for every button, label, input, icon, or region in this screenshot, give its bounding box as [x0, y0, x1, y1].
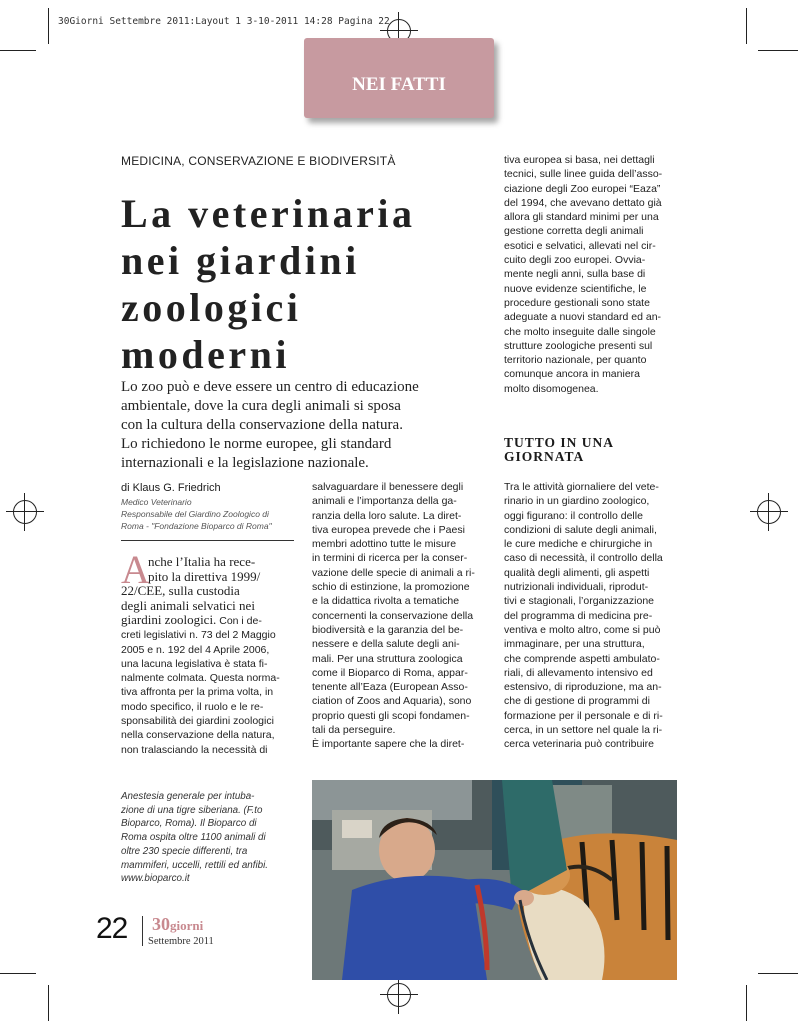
- text-line: una lacuna legislativa è stata fi-: [121, 657, 268, 670]
- text-line: pito la direttiva 1999/: [148, 568, 261, 584]
- crop-mark: [0, 50, 36, 51]
- article-title: [121, 190, 491, 378]
- column-1-body: [121, 584, 296, 757]
- caption-line: oltre 230 specie differenti, tra: [121, 845, 248, 857]
- text-line: qualità degli alimenti, gli aspetti: [504, 566, 650, 579]
- text-line: condizioni di salute degli animali,: [504, 523, 657, 536]
- caption-line: www.bioparco.it: [121, 873, 190, 885]
- text-line: degli animali selvatici nei: [121, 597, 255, 613]
- title-line: moderni: [121, 332, 290, 377]
- text-line: membri adottino tutte le misure: [312, 538, 457, 551]
- byline-divider: [121, 540, 294, 541]
- text-line: nessere e della salute degli ani-: [312, 638, 460, 651]
- subheading: [504, 436, 614, 464]
- registration-mark: [757, 500, 781, 524]
- text-line: tiva affronta per la prima volta, in: [121, 686, 274, 699]
- crop-mark: [746, 8, 747, 44]
- column-1-opening: [148, 555, 294, 584]
- text-line: riali, di allevamento intensivo ed: [504, 666, 653, 679]
- text-line: ranzia della loro salute. La diret-: [312, 509, 462, 522]
- title-line: La veterinaria: [121, 191, 416, 236]
- text-line: tenente all’Eaza (European Asso-: [312, 681, 468, 694]
- kicker: MEDICINA, CONSERVAZIONE E BIODIVERSITÀ: [121, 154, 396, 168]
- text-line: caso di necessità, il controllo della: [504, 552, 663, 565]
- lead-line: Lo zoo può e deve essere un centro di educazione: [121, 379, 419, 395]
- text-line: che molto inseguite dalle singole: [504, 325, 656, 338]
- print-slug: 30Giorni Settembre 2011:Layout 1 3-10-2011 14:28 Pagina 22: [58, 16, 390, 27]
- text-line: molto disomogenea.: [504, 382, 599, 395]
- text-line: concernenti la conservazione della: [312, 609, 474, 622]
- text-line: schio di estinzione, la promozione: [312, 581, 470, 594]
- lead-line: ambientale, dove la cura degli animali si sposa: [121, 398, 401, 414]
- text-line: sponsabilità dei giardini zoologici: [121, 715, 274, 728]
- crop-mark: [0, 973, 36, 974]
- text-line: 2005 e n. 192 del 4 Aprile 2006,: [121, 643, 270, 656]
- text-line: nche l’Italia ha rece-: [148, 554, 256, 569]
- text-line: È importante sapere che la diret-: [312, 738, 465, 751]
- page-number: 22: [96, 912, 128, 945]
- footer-divider: [142, 916, 143, 946]
- text-line: ciazione degli Zoo europei “Eaza”: [504, 182, 661, 195]
- text-line: allora gli standard minimi per una: [504, 211, 659, 224]
- text-line: tiva europea prevede che i Paesi: [312, 523, 465, 536]
- caption-line: Anestesia generale per intuba-: [121, 791, 255, 802]
- text-line: modo specifico, il ruolo e le re-: [121, 700, 264, 713]
- magazine-word: giorni: [170, 918, 204, 933]
- role-line: Responsabile del Giardino Zoologico di: [121, 509, 269, 519]
- text-line: che di gestione di programmi di: [504, 695, 650, 708]
- section-tab: [304, 38, 494, 118]
- text-line: immaginare, per una struttura,: [504, 638, 645, 651]
- lead-line: con la cultura della conservazione della natura.: [121, 417, 403, 433]
- text-line: tali da perseguire.: [312, 724, 396, 737]
- text-line: territorio nazionale, per quanto: [504, 354, 647, 367]
- text-line: comunque ancora in maniera: [504, 368, 640, 381]
- text-line: oggi figurano: il controllo delle: [504, 509, 643, 522]
- text-line: biodiversità e la garanzia del be-: [312, 623, 464, 636]
- text-line: e la didattica rivolta a tematiche: [312, 595, 460, 608]
- drop-cap: A: [121, 547, 150, 592]
- lead-line: internazionali e la legislazione nazionale.: [121, 455, 369, 471]
- role-line: Roma - "Fondazione Bioparco di Roma": [121, 521, 272, 531]
- caption-line: mammiferi, uccelli, rettili ed anfibi.: [121, 859, 268, 871]
- caption-line: zione di una tigre siberiana. (F.to: [121, 804, 263, 816]
- text-line: cerca veterinaria può contribuire: [504, 738, 654, 751]
- text-line: del programma di medicina pre-: [504, 609, 653, 622]
- text-line: procedure gestionali sono state: [504, 296, 650, 309]
- text-line: 22/CEE, sulla custodia: [121, 583, 240, 598]
- crop-mark: [48, 8, 49, 44]
- text-line: salvaguardare il benessere degli: [312, 481, 464, 493]
- text-line: del 1994, che avevano dettato già: [504, 196, 662, 209]
- author-role: [121, 496, 301, 532]
- column-3-body-bottom: [504, 480, 682, 752]
- text-line: strutture zoologiche presenti sul: [504, 339, 653, 352]
- text-line: [121, 613, 296, 628]
- role-line: Medico Veterinario: [121, 497, 192, 507]
- text-line: creti legislativi n. 73 del 2 Maggio: [121, 629, 276, 642]
- text-line: esotici e selvatici, allevati nel cir-: [504, 239, 656, 252]
- text-line: non tralasciando la necessità di: [121, 743, 268, 756]
- text-line: estensivo, di riproduzione, ma an-: [504, 681, 662, 694]
- lead-line: Lo richiedono le norme europee, gli standard: [121, 436, 392, 452]
- crop-mark: [48, 985, 49, 1021]
- text-line: che comprende aspetti ambulato-: [504, 652, 660, 665]
- text-line: Tra le attività giornaliere del vete-: [504, 481, 659, 493]
- text-line: vazione delle specie di animali a ri-: [312, 566, 475, 579]
- author-byline: di Klaus G. Friedrich: [121, 482, 221, 494]
- magazine-number: 30: [152, 914, 170, 934]
- subheading-line: TUTTO IN UNA: [504, 435, 615, 450]
- text-line: ciation of Zoos and Aquaria), sono: [312, 695, 472, 708]
- text-span: Con i de-: [216, 615, 262, 627]
- title-line: nei giardini: [121, 238, 360, 283]
- text-line: tiva europea si basa, nei dettagli: [504, 154, 655, 166]
- issue-date: Settembre 2011: [148, 936, 214, 947]
- text-line: nalmente colmata. Questa norma-: [121, 672, 280, 685]
- registration-mark: [13, 500, 37, 524]
- text-line: proprio questi gli scopi fondamen-: [312, 709, 470, 722]
- crop-mark: [758, 50, 798, 51]
- text-line: nutrizionali individuali, riprodut-: [504, 581, 649, 594]
- column-2-body: [312, 480, 490, 752]
- text-span: giardini zoologici.: [121, 612, 217, 627]
- text-line: gestione corretta degli animali: [504, 225, 644, 238]
- registration-mark: [387, 983, 411, 1007]
- magazine-logo: [152, 915, 203, 935]
- text-line: ventiva e molto altro, come si può: [504, 623, 661, 636]
- caption-line: Roma ospita oltre 1100 animali di: [121, 832, 266, 844]
- text-line: come il Bioparco di Roma, appar-: [312, 666, 468, 679]
- text-line: formazione per il personale e di ri-: [504, 709, 663, 722]
- subheading-line: GIORNATA: [504, 449, 585, 464]
- crop-mark: [758, 973, 798, 974]
- text-line: rinario in un giardino zoologico,: [504, 495, 650, 508]
- text-line: cerca, in un settore nel quale la ri-: [504, 724, 663, 737]
- text-line: le cure mediche e chirurgiche in: [504, 538, 653, 551]
- text-line: mente negli anni, sulla base di: [504, 268, 646, 281]
- text-line: mali. Per una struttura zoologica: [312, 652, 463, 665]
- tiger-anesthesia-photo: [312, 780, 677, 980]
- text-line: nella conservazione della natura,: [121, 729, 275, 742]
- lead-paragraph: [121, 378, 493, 473]
- text-line: tivi e stagionali, l’organizzazione: [504, 595, 654, 608]
- crop-mark: [746, 985, 747, 1021]
- photo-illustration: [312, 780, 677, 980]
- text-line: in termini di ricerca per la conser-: [312, 552, 468, 565]
- photo-caption: [121, 790, 301, 886]
- text-line: tecnici, sulle linee guida dell’asso-: [504, 168, 663, 181]
- text-line: animali e l’importanza della ga-: [312, 495, 457, 508]
- caption-line: Bioparco, Roma). Il Bioparco di: [121, 818, 257, 830]
- text-line: adeguate a nuovi standard ed an-: [504, 311, 662, 324]
- text-line: cuito degli zoo europei. Ovvia-: [504, 254, 646, 267]
- text-line: nuove evidenze scientifiche, le: [504, 282, 647, 295]
- section-label: NEI FATTI: [352, 74, 446, 95]
- column-3-body-top: [504, 153, 682, 396]
- title-line: zoologici: [121, 285, 302, 330]
